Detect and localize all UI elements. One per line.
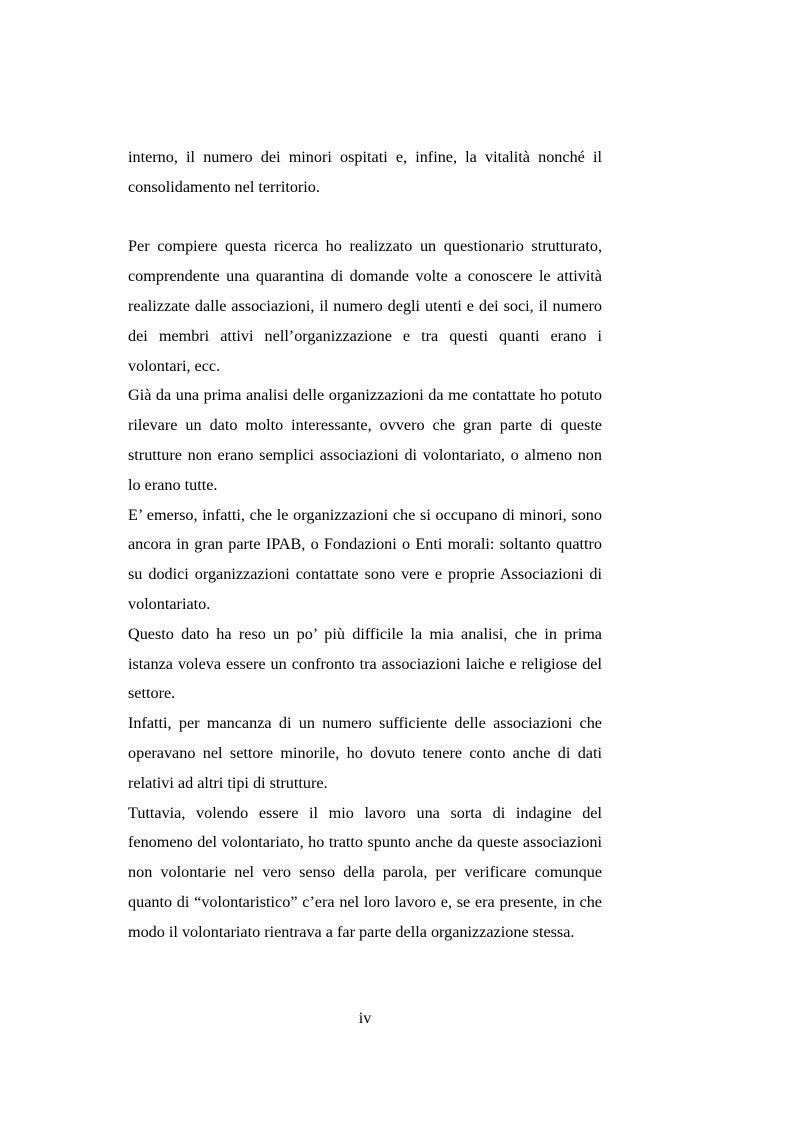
paragraph-other-structures: Infatti, per mancanza di un numero sufficiente delle associazioni che operavano nel settore minorile, ho dovuto tenere conto anche di dati relativi ad altri tipi di strutture. <box>128 714 602 792</box>
paragraph-gap <box>128 203 602 233</box>
paragraph-difficulty: Questo dato ha reso un po’ più difficile la mia analisi, che in prima istanza voleva essere un confronto tra associazioni laiche e religiose del settore. <box>128 624 602 703</box>
paragraph-first-analysis: Già da una prima analisi delle organizzazioni da me contattate ho potuto rilevare un dato molto interessante, ovvero che gran parte di queste strutture non erano semplici associazioni di volontariato, o almeno non lo erano tutte. <box>128 386 602 494</box>
paragraph-ipab: E’ emerso, infatti, che le organizzazioni che si occupano di minori, sono ancora in gran parte IPAB, o Fondazioni o Enti morali: soltanto quattro su dodici organizzazioni contattate sono vere e proprie Associazioni di volontariato. <box>128 505 602 613</box>
paragraph-continuation: interno, il numero dei minori ospitati e, infine, la vitalità nonché il consolidamento nel territorio. <box>128 148 602 196</box>
paragraph-volunteering: Tuttavia, volendo essere il mio lavoro una sorta di indagine del fenomeno del volontariato, ho tratto spunto anche da queste associazioni non volontarie nel vero senso della parola, per verificare comunque quanto di “volontaristico” c’era nel loro lavoro e, se era presente, in che modo il volontariato rientrava a far parte della organizzazione stessa. <box>128 803 602 941</box>
page-number: iv <box>358 1009 372 1027</box>
paragraph-questionnaire: Per compiere questa ricerca ho realizzato un questionario strutturato, comprendente una quarantina di domande volte a conoscere le attività realizzate dalle associazioni, il numero degli utenti e dei soci, il numero dei membri attivi nell’organizzazione e tra questi quanti erano i volontari, ecc. <box>128 237 602 375</box>
body-text <box>128 143 602 948</box>
